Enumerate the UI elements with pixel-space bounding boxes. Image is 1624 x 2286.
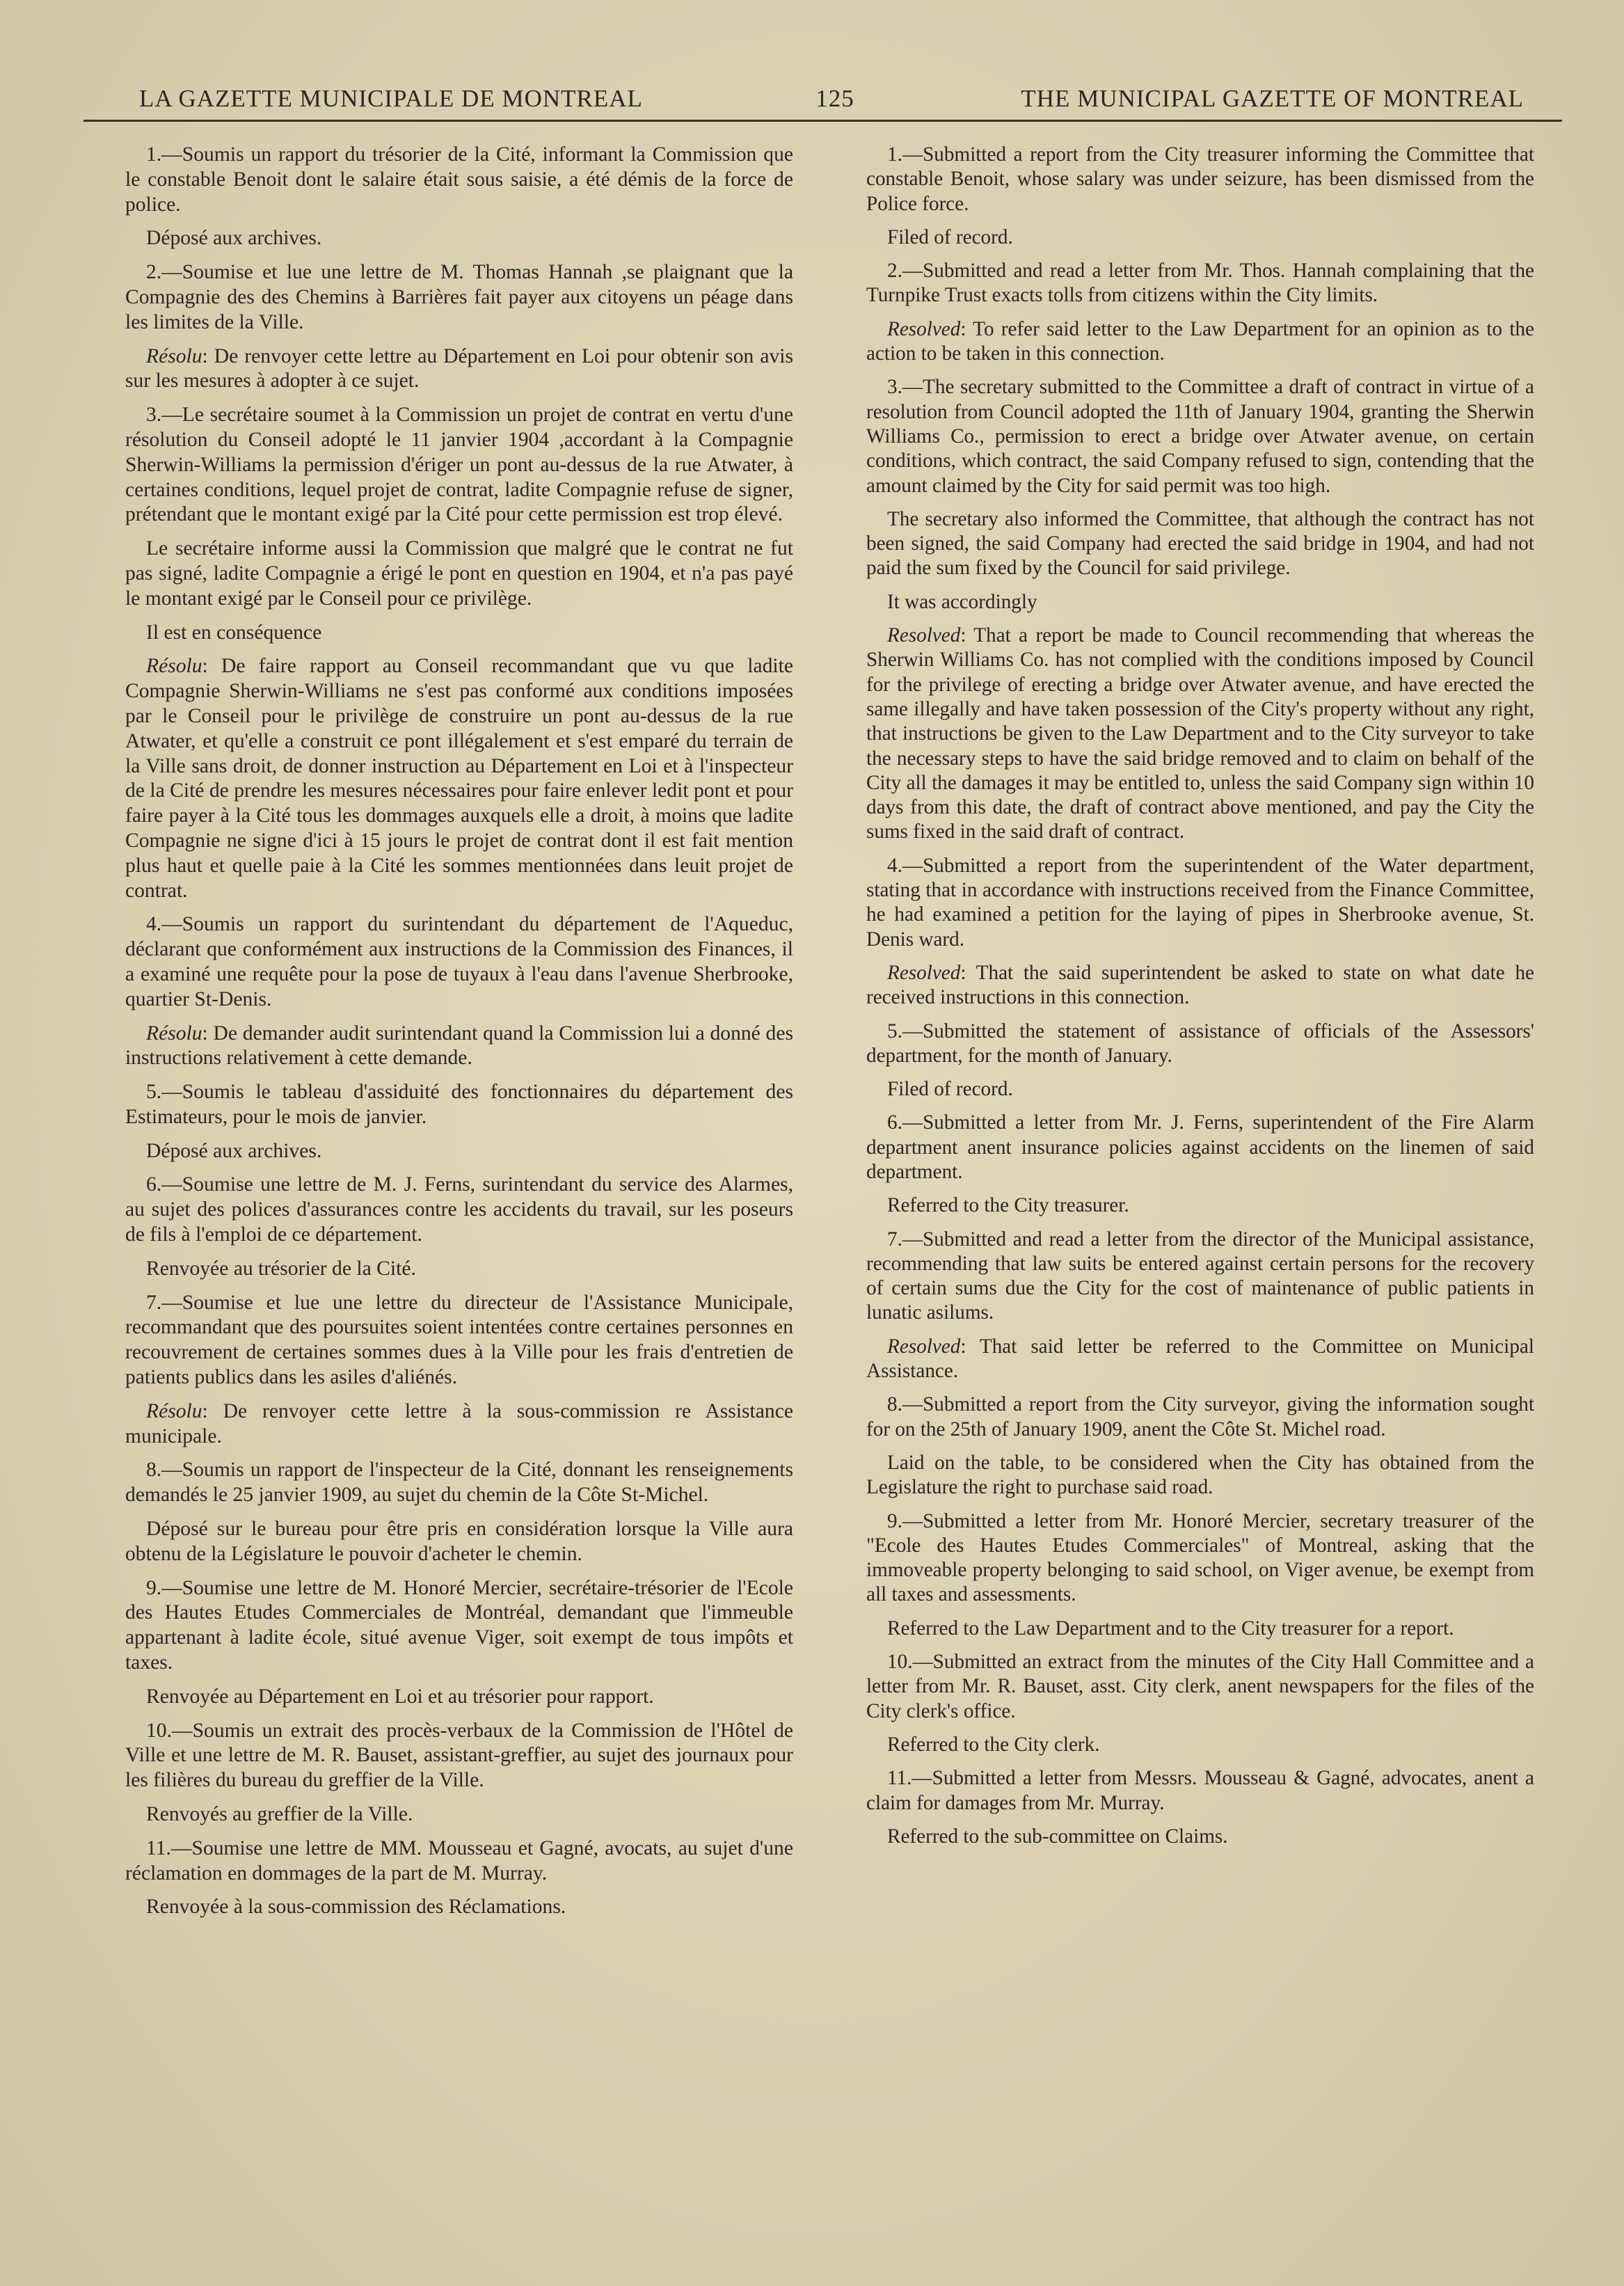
paragraph-text: 10.—Submitted an extract from the minutes of the City Hall Committee and a letter from Mr. R. Bauset, asst. City clerk, anent newspapers for the files of the City clerk's office. <box>866 1651 1534 1722</box>
paragraph-text: : That a report be made to Council recommending that whereas the Sherwin Williams Co. has not complied with the conditions imposed by Council for the privilege of erecting a bridge over Atwater avenue, and have erected the same illegally and have taken possession of the City's property without any right, that instructions be given to the Law Department and to the City surveyor to take the necessary steps to have the said bridge removed and to claim on behalf of the City all the damages it may be entitled to, unless the said Company sign within 10 days from this date, the draft of contract above mentioned, and pay the City the sums fixed in the said draft of contract. <box>866 624 1534 843</box>
header-english-title: THE MUNICIPAL GAZETTE OF MONTREAL <box>1021 85 1524 112</box>
french-paragraph <box>125 1139 793 1164</box>
french-paragraph <box>125 260 793 335</box>
paragraph-text: : De renvoyer cette lettre à la sous-commission re Assistance municipale. <box>125 1399 793 1447</box>
paragraph-text: Filed of record. <box>887 1078 1013 1101</box>
french-paragraph <box>125 143 793 217</box>
english-paragraph <box>866 961 1534 1010</box>
paragraph-text: Renvoyée au Département en Loi et au trésorier pour rapport. <box>146 1685 654 1708</box>
french-paragraph <box>125 1719 793 1793</box>
header-rule <box>83 120 1562 122</box>
french-paragraph <box>125 537 793 611</box>
french-paragraph <box>125 344 793 395</box>
english-paragraph <box>866 507 1534 581</box>
english-paragraph <box>866 590 1534 614</box>
english-paragraph <box>866 375 1534 498</box>
english-paragraph <box>866 225 1534 250</box>
paragraph-text: : That said letter be referred to the Committee on Municipal Assistance. <box>866 1335 1534 1383</box>
paragraph-text: : De faire rapport au Conseil recommandant que vu que ladite Compagnie Sherwin-Williams ne s'est pas conformé aux conditions imposées par le Conseil pour le privilège de construire un pont au-dessus de la rue Atwater, et qu'elle a construit ce pont illégalement et s'est emparé du terrain de la Ville sans droit, de donner instruction au Département en Loi et à l'inspecteur de la Cité de prendre les mesures nécessaires pour faire enlever ledit pont et pour faire payer à la Cité tous les dommages auxquels elle a droit, à moins que ladite Compagnie ne signe d'ici à 15 jours le projet de contrat dont il est fait mention plus haut et quelle paie à la Cité les sommes mentionnées dans leuit projet de contrat. <box>125 655 793 902</box>
paragraph-text: 1.—Submitted a report from the City treasurer informing the Committee that constable Benoit, whose salary was under seizure, has been dismissed from the Police force. <box>866 143 1534 215</box>
paragraph-text: It was accordingly <box>887 590 1037 613</box>
resolution-label: Resolved <box>887 624 961 647</box>
paragraph-text: Renvoyés au greffier de la Ville. <box>146 1803 413 1826</box>
paragraph-text: Il est en conséquence <box>146 621 322 644</box>
french-paragraph <box>125 1836 793 1887</box>
english-paragraph <box>866 1733 1534 1757</box>
english-paragraph <box>866 1335 1534 1384</box>
english-paragraph <box>866 1111 1534 1184</box>
paragraph-text: Renvoyée à la sous-commission des Réclamations. <box>146 1896 566 1919</box>
paragraph-text: 2.—Submitted and read a letter from Mr. Thos. Hannah complaining that the Turnpike Trust exacts tolls from citizens within the City limits. <box>866 260 1534 307</box>
resolution-label: Resolved <box>887 317 961 340</box>
french-paragraph <box>125 1291 793 1390</box>
paragraph-text: 10.—Soumis un extrait des procès-verbaux de la Commission de l'Hôtel de Ville et une lettre de M. R. Bauset, assistant-greffier, au sujet des journaux pour les filières du bureau du greffier de la Ville. <box>125 1719 793 1792</box>
french-column <box>125 143 793 1929</box>
french-paragraph <box>125 1576 793 1676</box>
english-paragraph <box>866 624 1534 845</box>
resolution-label: Résolu <box>146 655 202 678</box>
paragraph-text: Déposé aux archives. <box>146 1139 322 1162</box>
page-header <box>139 78 1524 120</box>
english-paragraph <box>866 317 1534 367</box>
paragraph-text: : To refer said letter to the Law Department for an opinion as to the action to be taken in this connection. <box>866 317 1534 365</box>
paragraph-text: 8.—Submitted a report from the City surveyor, giving the information sought for on the 25th of January 1909, anent the Côte St. Michel road. <box>866 1393 1534 1440</box>
paragraph-text: : De demander audit surintendant quand la Commission lui a donné des instructions relativement à cette demande. <box>125 1022 793 1070</box>
paragraph-text: 5.—Soumis le tableau d'assiduité des fonctionnaires du département des Estimateurs, pour le mois de janvier. <box>125 1081 793 1128</box>
english-paragraph <box>866 1077 1534 1102</box>
paragraph-text: Déposé aux archives. <box>146 227 322 250</box>
french-paragraph <box>125 1080 793 1130</box>
french-paragraph <box>125 226 793 251</box>
paragraph-text: Referred to the City treasurer. <box>887 1194 1129 1217</box>
paragraph-text: 5.—Submitted the statement of assistance of officials of the Assessors' department, for the month of January. <box>866 1019 1534 1067</box>
resolution-label: Résolu <box>146 1022 202 1045</box>
paragraph-text: 4.—Soumis un rapport du surintendant du département de l'Aqueduc, déclarant que conformément aux instructions de la Commission des Finances, il a examiné une requête pour la pose de tuyaux à l'eau dans l'avenue Sherbrooke, quartier St-Denis. <box>125 913 793 1010</box>
english-paragraph <box>866 1228 1534 1326</box>
resolution-label: Résolu <box>146 344 202 367</box>
french-paragraph <box>125 1517 793 1567</box>
french-paragraph <box>125 621 793 646</box>
resolution-label: Resolved <box>887 1335 961 1358</box>
french-paragraph <box>125 403 793 527</box>
paragraph-text: Referred to the City clerk. <box>887 1733 1100 1756</box>
english-paragraph <box>866 1392 1534 1442</box>
header-french-title: LA GAZETTE MUNICIPALE DE MONTREAL <box>139 85 643 112</box>
english-paragraph <box>866 1617 1534 1641</box>
paragraph-text: 11.—Soumise une lettre de MM. Mousseau et Gagné, avocats, au sujet d'une réclamation en dommages de la part de M. Murray. <box>125 1836 793 1884</box>
english-paragraph <box>866 1766 1534 1816</box>
french-paragraph <box>125 1399 793 1450</box>
paragraph-text: 7.—Submitted and read a letter from the director of the Municipal assistance, recommending that law suits be entered against certain persons for the recovery of certain sums due the City for the cost of maintenance of public patients in lunatic asilums. <box>866 1228 1534 1324</box>
page-number: 125 <box>815 85 854 112</box>
paragraph-text: Laid on the table, to be considered when the City has obtained from the Legislature the right to purchase said road. <box>866 1451 1534 1499</box>
english-paragraph <box>866 259 1534 308</box>
paragraph-text: Le secrétaire informe aussi la Commission que malgré que le contrat ne fut pas signé, ladite Compagnie a érigé le pont en question en 1904, et n'a pas payé le montant exigé par le Conseil pour ce privilège. <box>125 537 793 610</box>
resolution-label: Résolu <box>146 1399 202 1422</box>
paragraph-text: 8.—Soumis un rapport de l'inspecteur de la Cité, donnant les renseignements demandés le 25 janvier 1909, au sujet du chemin de la Côte St-Michel. <box>125 1459 793 1507</box>
paragraph-text: The secretary also informed the Committee, that although the contract has not been signed, the said Company had erected the said bridge in 1904, and had not paid the sum fixed by the Council for said privilege. <box>866 507 1534 580</box>
french-paragraph <box>125 1173 793 1247</box>
french-paragraph <box>125 1895 793 1920</box>
paragraph-text: 6.—Soumise une lettre de M. J. Ferns, surintendant du service des Alarmes, au sujet des polices d'assurances contre les accidents du travail, sur les poseurs de fils à l'emploi de ce département. <box>125 1173 793 1246</box>
paragraph-text: Referred to the Law Department and to the City treasurer for a report. <box>887 1617 1454 1640</box>
paragraph-text: 1.—Soumis un rapport du trésorier de la Cité, informant la Commission que le constable Benoit dont le salaire était sous saisie, a été démis de la force de police. <box>125 143 793 216</box>
paragraph-text: : That the said superintendent be asked to state on what date he received instructions in this connection. <box>866 961 1534 1009</box>
paragraph-text: 7.—Soumise et lue une lettre du directeur de l'Assistance Municipale, recommandant que des poursuites soient intentées contre certaines personnes en recouvrement de certaines sommes dues à la Ville pour les frais d'entretien de patients publics dans les asiles d'aliénés. <box>125 1291 793 1389</box>
paragraph-text: Renvoyée au trésorier de la Cité. <box>146 1257 416 1280</box>
french-paragraph <box>125 1685 793 1710</box>
english-paragraph <box>866 1193 1534 1218</box>
french-paragraph <box>125 1257 793 1282</box>
resolution-label: Resolved <box>887 961 961 984</box>
english-paragraph <box>866 1825 1534 1849</box>
french-paragraph <box>125 1022 793 1072</box>
paragraph-text: : De renvoyer cette lettre au Département en Loi pour obtenir son avis sur les mesures à adopter à ce sujet. <box>125 344 793 392</box>
english-paragraph <box>866 1451 1534 1500</box>
paragraph-text: 9.—Soumise une lettre de M. Honoré Mercier, secrétaire-trésorier de l'Ecole des Hautes Etudes Commerciales de Montréal, demandant que l'immeuble appartenant à ladite école, situé avenue Viger, soit exempt de tous impôts et taxes. <box>125 1576 793 1674</box>
english-column <box>866 143 1534 1858</box>
paragraph-text: 9.—Submitted a letter from Mr. Honoré Mercier, secretary treasurer of the "Ecole des Hautes Etudes Commerciales" of Montreal, asking that the immoveable property belonging to said school, on Viger avenue, be exempt from all taxes and assessments. <box>866 1509 1534 1606</box>
french-paragraph <box>125 654 793 903</box>
english-paragraph <box>866 1019 1534 1069</box>
paragraph-text: Referred to the sub-committee on Claims. <box>887 1825 1228 1848</box>
paragraph-text: 6.—Submitted a letter from Mr. J. Ferns, superintendent of the Fire Alarm department anent insurance policies against accidents on the linemen of said department. <box>866 1111 1534 1183</box>
paragraph-text: 11.—Submitted a letter from Messrs. Mousseau & Gagné, advocates, anent a claim for damages from Mr. Murray. <box>866 1767 1534 1814</box>
french-paragraph <box>125 1802 793 1827</box>
english-paragraph <box>866 1650 1534 1724</box>
french-paragraph <box>125 912 793 1012</box>
english-paragraph <box>866 1509 1534 1608</box>
paragraph-text: 3.—Le secrétaire soumet à la Commission un projet de contrat en vertu d'une résolution du Conseil adopté le 11 janvier 1904 ,accordant à la Compagnie Sherwin-Williams la permission d'ériger un pont au-dessus de la rue Atwater, à certaines conditions, lequel projet de contrat, ladite Compagnie refuse de signer, prétendant que le montant exigé par la Cité pour cette permission est trop élevé. <box>125 404 793 526</box>
paragraph-text: Filed of record. <box>887 225 1013 248</box>
paragraph-text: 3.—The secretary submitted to the Committee a draft of contract in virtue of a resolution from Council adopted the 11th of January 1904, granting the Sherwin Williams Co., permission to erect a bridge over Atwater avenue, on certain conditions, which contract, the said Company refused to sign, contending that the amount claimed by the City for said permit was too high. <box>866 376 1534 497</box>
english-paragraph <box>866 854 1534 952</box>
english-paragraph <box>866 143 1534 216</box>
paragraph-text: 4.—Submitted a report from the superintendent of the Water department, stating that in accordance with instructions received from the Finance Committee, he had examined a petition for the laying of pipes in Sherbrooke avenue, St. Denis ward. <box>866 854 1534 951</box>
paragraph-text: Déposé sur le bureau pour être pris en considération lorsque la Ville aura obtenu de la Législature le pouvoir d'acheter le chemin. <box>125 1518 793 1565</box>
paragraph-text: 2.—Soumise et lue une lettre de M. Thomas Hannah ,se plaignant que la Compagnie des des Chemins à Barrières fait payer aux citoyens un péage dans les limites de la Ville. <box>125 261 793 333</box>
french-paragraph <box>125 1458 793 1508</box>
